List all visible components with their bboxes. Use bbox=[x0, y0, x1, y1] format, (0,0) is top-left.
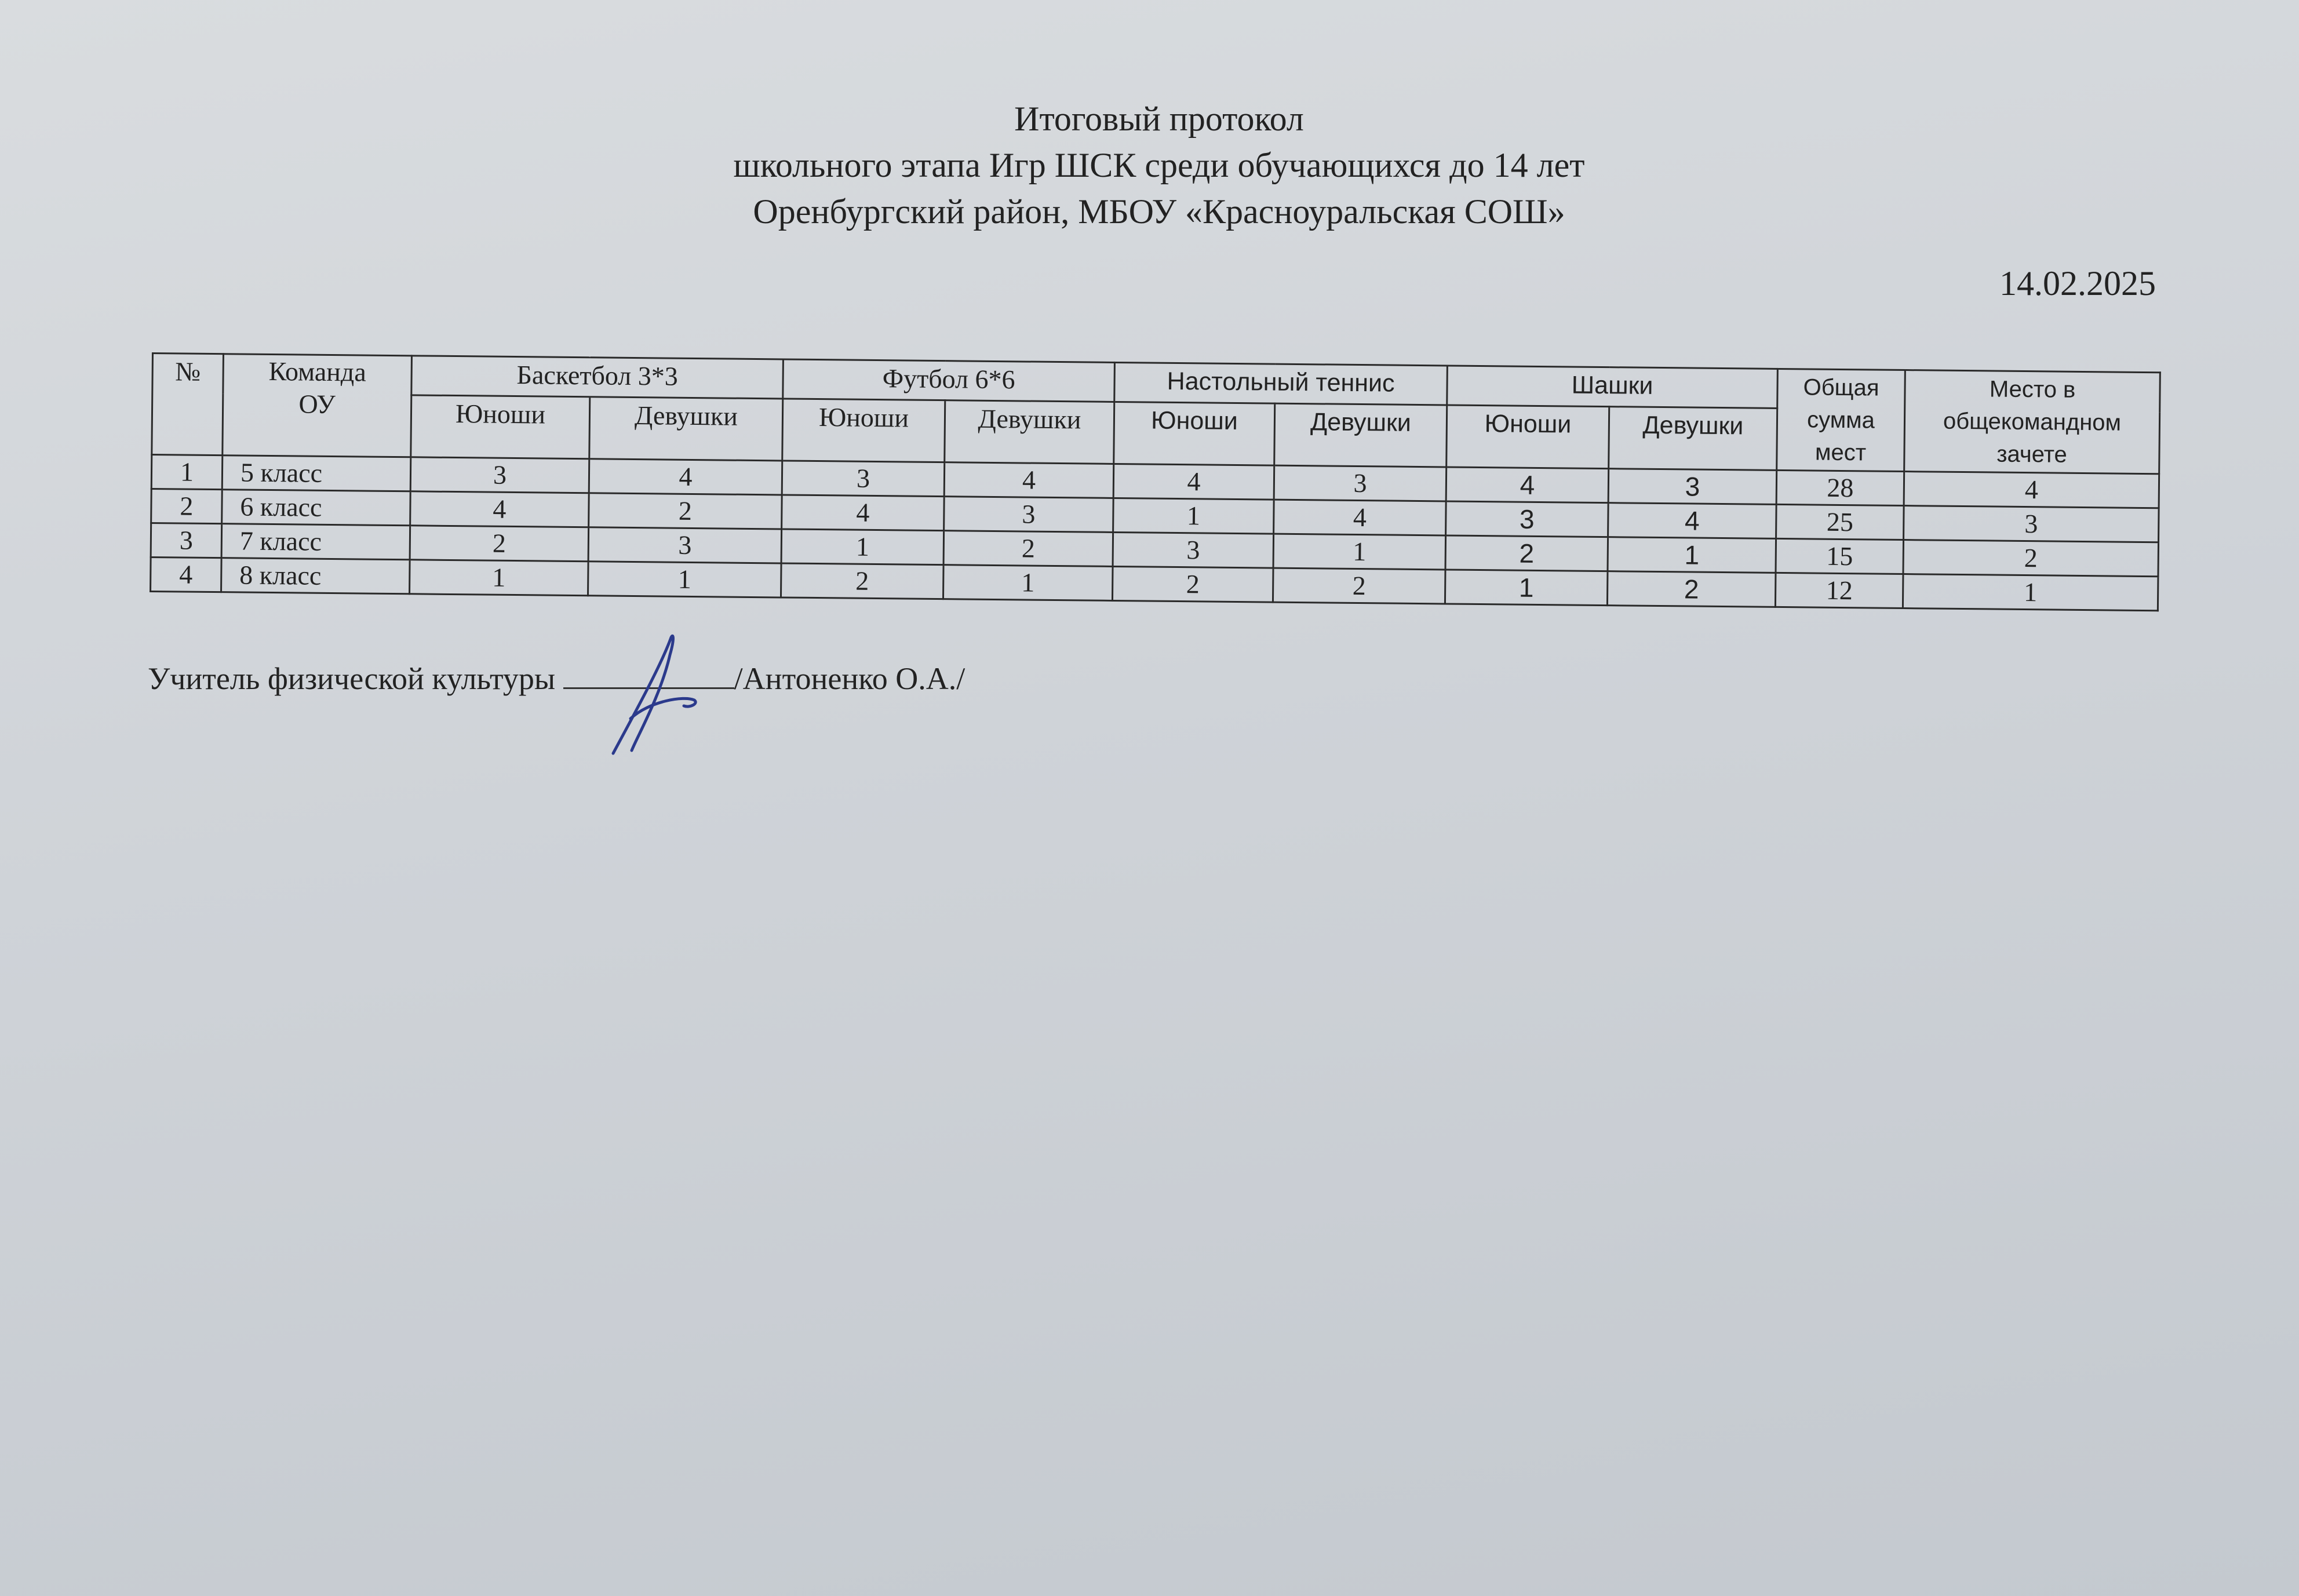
signer-name: /Антоненко О.А./ bbox=[734, 661, 965, 696]
cell-value: 3 bbox=[1446, 501, 1609, 537]
cell-value: 1 bbox=[410, 560, 589, 596]
cell-value: 4 bbox=[410, 491, 589, 527]
cell-total: 28 bbox=[1776, 470, 1904, 505]
header-sport-football: Футбол 6*6 bbox=[783, 359, 1115, 402]
cell-total: 15 bbox=[1776, 538, 1904, 574]
subheader-girls: Девушки bbox=[589, 397, 783, 461]
cell-value: 3 bbox=[782, 461, 945, 497]
row-number: 2 bbox=[151, 489, 223, 524]
handwritten-signature bbox=[597, 632, 736, 759]
document-header bbox=[580, 96, 1739, 235]
results-table bbox=[150, 352, 2161, 611]
document-organization: Оренбургский район, МБОУ «Красноуральская СОШ» bbox=[753, 192, 1565, 231]
document-title: Итоговый протокол bbox=[1014, 100, 1304, 138]
cell-total: 12 bbox=[1775, 573, 1903, 608]
cell-place: 3 bbox=[1904, 506, 2159, 542]
header-team: Команда ОУ bbox=[223, 354, 412, 457]
header-number: № bbox=[152, 354, 224, 456]
cell-value: 4 bbox=[1608, 503, 1777, 539]
cell-value: 3 bbox=[944, 497, 1114, 533]
cell-value: 3 bbox=[588, 527, 782, 563]
row-team: 8 класс bbox=[221, 558, 410, 594]
header-place: Место в общекомандном зачете bbox=[1904, 370, 2160, 474]
cell-value: 2 bbox=[410, 526, 589, 562]
cell-value: 3 bbox=[1274, 465, 1447, 501]
cell-place: 1 bbox=[1903, 574, 2158, 611]
cell-place: 2 bbox=[1903, 540, 2159, 577]
row-team: 6 класс bbox=[222, 490, 411, 526]
cell-value: 1 bbox=[1273, 534, 1446, 570]
cell-value: 3 bbox=[410, 457, 589, 493]
cell-value: 4 bbox=[1113, 464, 1274, 500]
cell-place: 4 bbox=[1904, 472, 2159, 508]
cell-value: 2 bbox=[1607, 571, 1776, 607]
cell-value: 2 bbox=[943, 531, 1113, 567]
signature-line bbox=[148, 661, 965, 697]
cell-value: 3 bbox=[1113, 532, 1274, 568]
cell-value: 2 bbox=[1445, 535, 1608, 571]
document-subtitle: школьного этапа Игр ШСК среди обучающихся до 14 лет bbox=[733, 146, 1585, 184]
cell-value: 1 bbox=[1445, 570, 1608, 606]
cell-value: 1 bbox=[588, 562, 782, 597]
cell-value: 4 bbox=[782, 495, 945, 531]
subheader-girls: Девушки bbox=[1274, 403, 1447, 467]
signer-role: Учитель физической культуры bbox=[148, 661, 556, 696]
cell-value: 1 bbox=[1113, 498, 1274, 534]
cell-value: 4 bbox=[944, 462, 1114, 498]
cell-value: 1 bbox=[781, 529, 944, 565]
subheader-boys: Юноши bbox=[782, 399, 945, 462]
row-team: 7 класс bbox=[221, 524, 410, 560]
header-sport-basketball: Баскетбол 3*3 bbox=[411, 356, 784, 399]
subheader-girls: Девушки bbox=[945, 400, 1114, 464]
cell-value: 4 bbox=[1274, 500, 1447, 535]
cell-value: 2 bbox=[1112, 566, 1273, 602]
cell-value: 1 bbox=[1608, 537, 1776, 573]
header-sport-checkers: Шашки bbox=[1447, 366, 1778, 408]
cell-value: 3 bbox=[1608, 469, 1777, 505]
header-total: Общая сумма мест bbox=[1777, 369, 1905, 471]
cell-value: 2 bbox=[1273, 568, 1445, 604]
row-team: 5 класс bbox=[222, 456, 411, 491]
cell-total: 25 bbox=[1776, 504, 1904, 540]
cell-value: 2 bbox=[589, 493, 782, 529]
subheader-boys: Юноши bbox=[411, 395, 590, 459]
row-number: 3 bbox=[151, 523, 222, 558]
subheader-boys: Юноши bbox=[1447, 405, 1609, 469]
cell-value: 1 bbox=[943, 565, 1113, 601]
cell-value: 4 bbox=[589, 459, 782, 495]
cell-value: 4 bbox=[1446, 467, 1609, 503]
row-number: 4 bbox=[151, 557, 222, 592]
row-number: 1 bbox=[151, 455, 223, 490]
header-sport-table-tennis: Настольный теннис bbox=[1114, 362, 1448, 405]
document-date: 14.02.2025 bbox=[1999, 264, 2156, 303]
subheader-boys: Юноши bbox=[1114, 402, 1275, 465]
subheader-girls: Девушки bbox=[1609, 407, 1777, 471]
cell-value: 2 bbox=[781, 563, 944, 599]
